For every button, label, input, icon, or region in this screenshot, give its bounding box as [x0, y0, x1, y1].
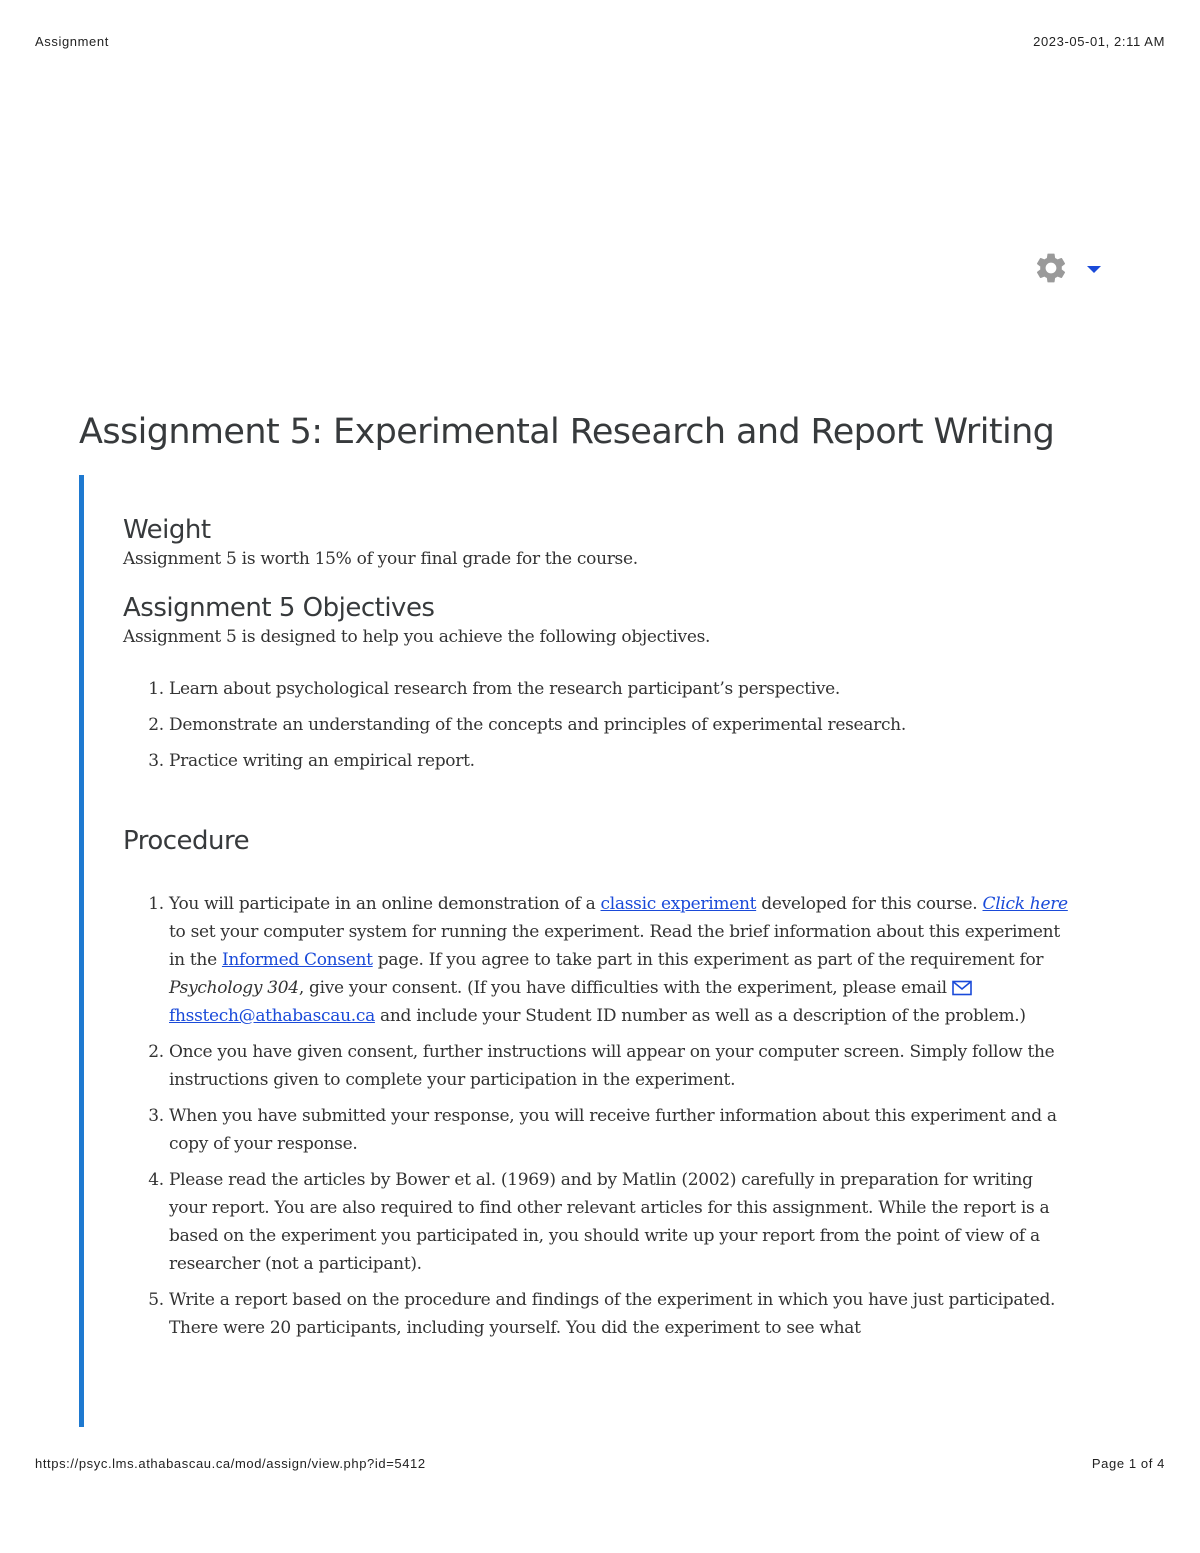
objectives-list: [123, 675, 1074, 775]
objective-item: 1. Learn about psychological research from the research participant’s perspective.: [169, 675, 1074, 703]
informed-consent-link[interactable]: Informed Consent: [221, 950, 373, 970]
objective-item: 2. Demonstrate an understanding of the concepts and principles of experimental research.: [169, 711, 1074, 739]
weight-heading: Weight: [123, 515, 211, 545]
print-footer: [35, 1456, 1165, 1471]
step-text: , give your consent. (If you have difficulties with the experiment, please email: [298, 978, 952, 998]
procedure-step-3: 3. When you have submitted your response, you will receive further information about this experiment and a copy of your response.: [169, 1102, 1074, 1158]
gear-icon: [1033, 250, 1069, 286]
objectives-heading: Assignment 5 Objectives: [123, 593, 435, 623]
objectives-intro: Assignment 5 is designed to help you achieve the following objectives.: [123, 627, 711, 647]
support-email-link[interactable]: fhsstech@athabascau.ca: [169, 1006, 375, 1026]
page-url: https://psyc.lms.athabascau.ca/mod/assign/view.php?id=5412: [35, 1456, 426, 1471]
envelope-icon: [952, 980, 972, 996]
click-here-link[interactable]: Click here: [982, 894, 1068, 914]
procedure-step-4: 4. Please read the articles by Bower et al. (1969) and by Matlin (2002) carefully in preparation for writing your report. You are also required to find other relevant articles for this assignment. While the report is a based on the experiment you participated in, you should write up your report from the point of view of a researcher (not a participant).: [169, 1166, 1074, 1278]
print-header-title: Assignment: [35, 34, 109, 49]
objective-item: 3. Practice writing an empirical report.: [169, 747, 1074, 775]
procedure-heading: Procedure: [123, 826, 250, 856]
procedure-step-1: [169, 890, 1074, 1030]
procedure-step-5: 5. Write a report based on the procedure and findings of the experiment in which you have just participated. There were 20 participants, including yourself. You did the experiment to see what: [169, 1286, 1074, 1342]
page-title: Assignment 5: Experimental Research and Report Writing: [79, 412, 1055, 452]
caret-down-icon: [1087, 266, 1101, 273]
step-text: to set your computer system for running the experiment. Read the brief information about this experiment in the: [169, 922, 1060, 970]
page-number: Page 1 of 4: [1091, 1456, 1165, 1471]
classic-experiment-link[interactable]: classic experiment: [600, 894, 757, 914]
procedure-step-2: 2. Once you have given consent, further instructions will appear on your computer screen. Simply follow the instructions given to complete your participation in the experiment.: [169, 1038, 1074, 1094]
step-text: developed for this course.: [756, 894, 983, 914]
step-text: page. If you agree to take part in this experiment as part of the requirement for: [372, 950, 1044, 970]
course-name: Psychology 304: [169, 978, 299, 998]
print-header-datetime: 2023-05-01, 2:11 AM: [1033, 34, 1165, 49]
settings-menu-toggle[interactable]: [1033, 250, 1101, 286]
step-text: and include your Student ID number as well as a description of the problem.): [374, 1006, 1026, 1026]
print-header: [35, 34, 1165, 49]
step-text: You will participate in an online demonstration of a: [169, 894, 601, 914]
weight-text: Assignment 5 is worth 15% of your final grade for the course.: [123, 549, 638, 569]
assignment-description: [79, 475, 1084, 1427]
procedure-list: [123, 890, 1074, 1342]
